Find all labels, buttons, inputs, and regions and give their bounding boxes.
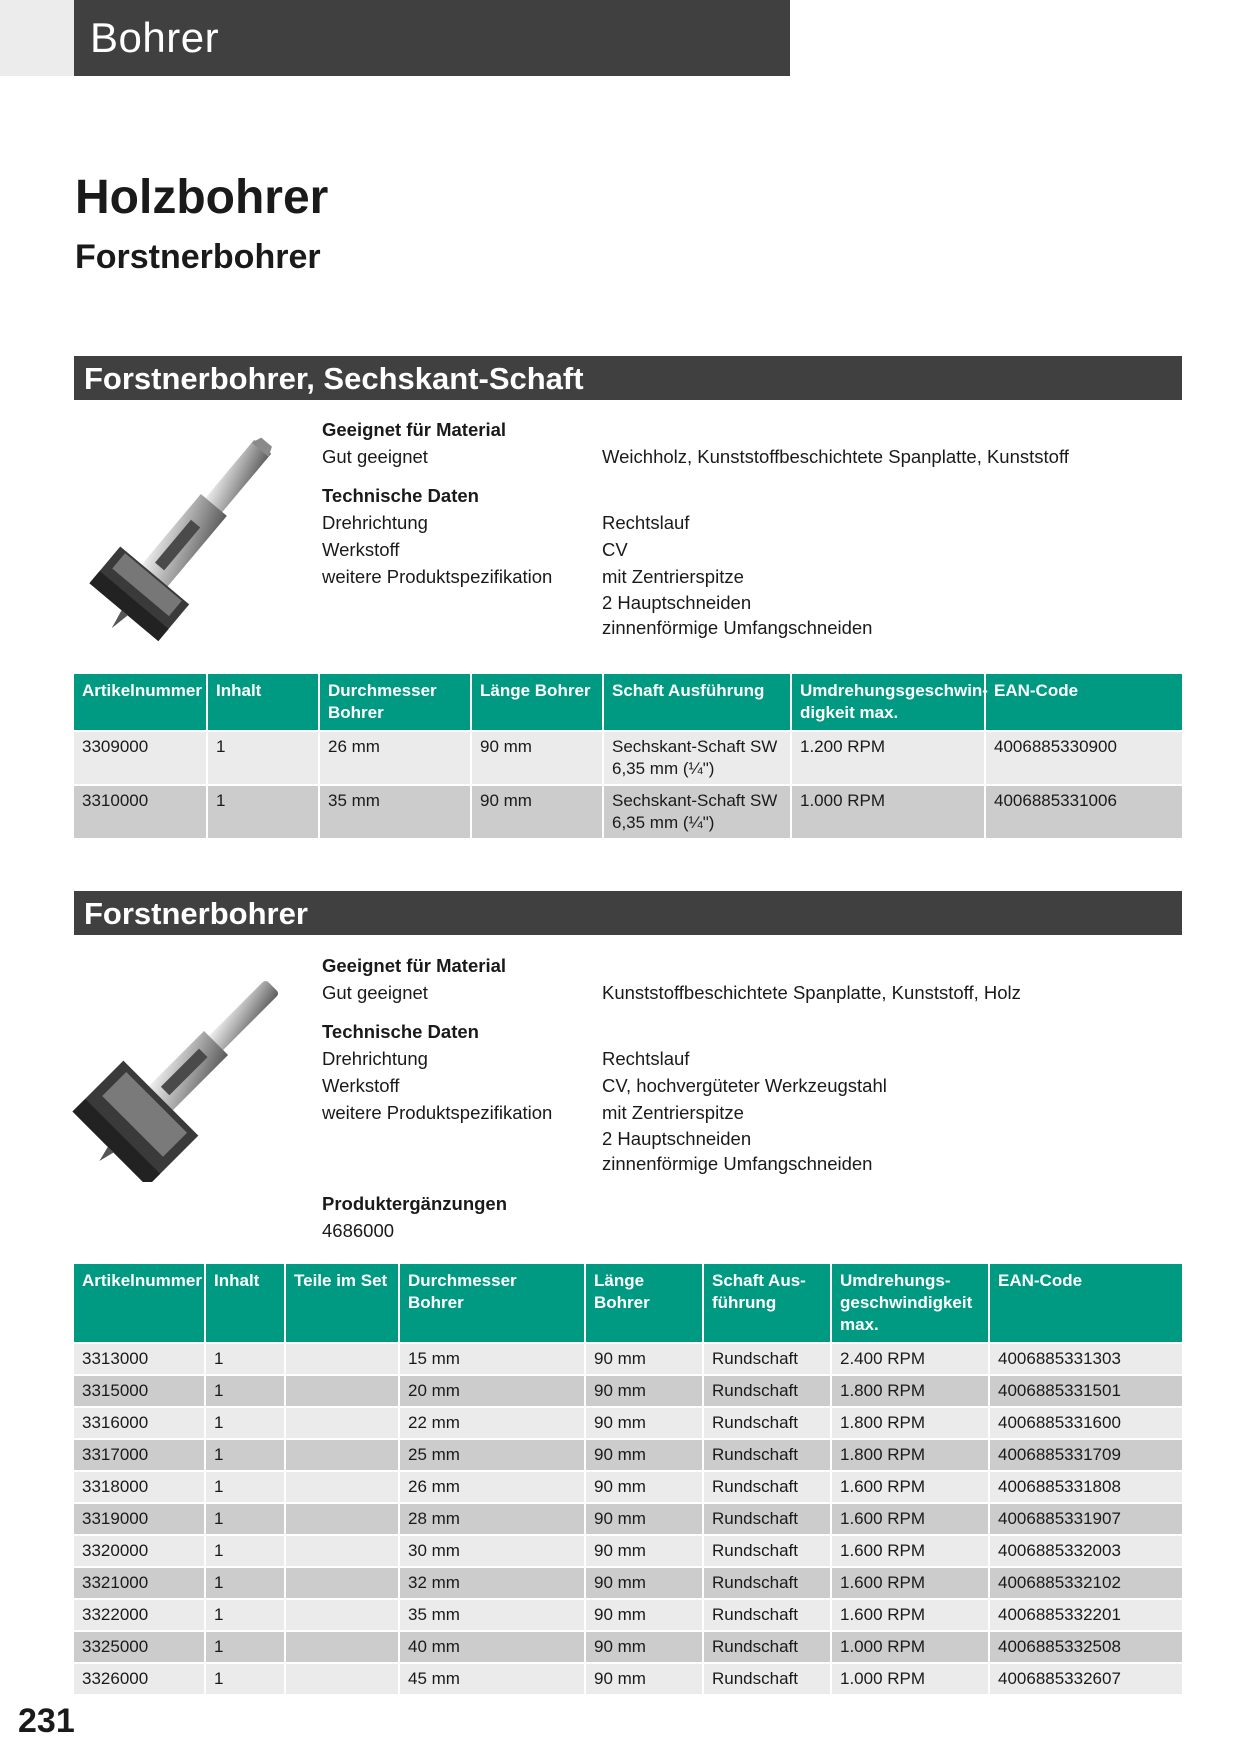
table-cell: 3309000 <box>74 731 207 785</box>
table-cell: 35 mm <box>319 785 471 838</box>
table-row <box>74 731 1182 785</box>
table-cell: 3319000 <box>74 1503 205 1535</box>
table-header-row <box>74 674 1182 731</box>
table-cell: 22 mm <box>399 1407 585 1439</box>
table-cell: 28 mm <box>399 1503 585 1535</box>
table-cell: 1 <box>205 1375 285 1407</box>
column-header: Umdrehungs-geschwindigkeit max. <box>831 1264 989 1343</box>
material-row <box>322 443 1182 470</box>
tech-row <box>322 1045 1182 1072</box>
table-cell: 4006885331808 <box>989 1471 1182 1503</box>
table-cell: 3320000 <box>74 1535 205 1567</box>
table-cell: Rundschaft <box>703 1567 831 1599</box>
table-cell: 3322000 <box>74 1599 205 1631</box>
table-cell: Rundschaft <box>703 1439 831 1471</box>
table-cell: 3325000 <box>74 1631 205 1663</box>
table-cell: 32 mm <box>399 1567 585 1599</box>
tech-key: weitere Produktspezifikation <box>322 1102 553 1123</box>
column-header: Schaft Ausführung <box>603 674 791 731</box>
table-cell: Rundschaft <box>703 1599 831 1631</box>
tech-row <box>322 1072 1182 1099</box>
table-cell <box>285 1663 399 1694</box>
tech-value: CV, hochvergüteter Werkzeugstahl <box>602 1075 887 1096</box>
table-cell: 3316000 <box>74 1407 205 1439</box>
table-cell: Rundschaft <box>703 1407 831 1439</box>
tech-value: 2 Hauptschneiden <box>602 1128 752 1149</box>
table-cell: 1 <box>205 1343 285 1375</box>
tech-row <box>322 536 1182 563</box>
tech-row <box>322 590 1182 615</box>
tech-key: weitere Produktspezifikation <box>322 566 553 587</box>
tech-heading: Technische Daten <box>322 485 479 506</box>
table-cell: 1.600 RPM <box>831 1503 989 1535</box>
table-cell: 1.800 RPM <box>831 1439 989 1471</box>
table-cell: 1.000 RPM <box>831 1663 989 1694</box>
table-cell: 1 <box>205 1439 285 1471</box>
table-cell: 1.800 RPM <box>831 1375 989 1407</box>
column-header: Teile im Set <box>285 1264 399 1343</box>
tech-value: CV <box>602 539 628 560</box>
table-cell: 4006885331709 <box>989 1439 1182 1471</box>
material-heading: Geeignet für Material <box>322 955 507 976</box>
column-header: Länge Bohrer <box>471 674 603 731</box>
tech-key: Drehrichtung <box>322 1048 428 1069</box>
tech-value: zinnenförmige Umfangschneiden <box>602 617 873 638</box>
table-cell: 30 mm <box>399 1535 585 1567</box>
column-header: Inhalt <box>205 1264 285 1343</box>
tech-key <box>322 1126 602 1151</box>
category-banner <box>74 0 790 76</box>
table-cell: 90 mm <box>585 1631 703 1663</box>
table-cell: 4006885332607 <box>989 1663 1182 1694</box>
tech-row <box>322 1151 1182 1176</box>
table-header-row <box>74 1264 1182 1343</box>
table-cell: 3313000 <box>74 1343 205 1375</box>
table-cell <box>285 1439 399 1471</box>
column-header: Schaft Aus-führung <box>703 1264 831 1343</box>
table-cell: 90 mm <box>585 1599 703 1631</box>
material-row <box>322 979 1182 1006</box>
section-title-2: Forstnerbohrer <box>84 896 308 931</box>
table-cell: 15 mm <box>399 1343 585 1375</box>
table-cell: 1.600 RPM <box>831 1471 989 1503</box>
tech-row <box>322 1126 1182 1151</box>
table-cell <box>285 1471 399 1503</box>
table-cell: Rundschaft <box>703 1663 831 1694</box>
table-cell: 90 mm <box>585 1471 703 1503</box>
table-cell: 90 mm <box>585 1535 703 1567</box>
table-cell: 25 mm <box>399 1439 585 1471</box>
table-cell <box>285 1535 399 1567</box>
table-row <box>74 1375 1182 1407</box>
column-header: Inhalt <box>207 674 319 731</box>
product-table-1 <box>74 674 1182 838</box>
table-row <box>74 1503 1182 1535</box>
table-cell: Rundschaft <box>703 1375 831 1407</box>
material-value: Weichholz, Kunststoffbeschichtete Spanplatte, Kunststoff <box>602 446 1069 467</box>
material-key: Gut geeignet <box>322 446 428 467</box>
column-header: EAN-Code <box>985 674 1182 731</box>
tech-value: mit Zentrierspitze <box>602 566 744 587</box>
tech-key <box>322 1151 602 1176</box>
supplement-value: 4686000 <box>322 1220 395 1241</box>
tech-heading: Technische Daten <box>322 1021 479 1042</box>
section-title-1: Forstnerbohrer, Sechskant-Schaft <box>84 361 584 396</box>
table-cell: 4006885332201 <box>989 1599 1182 1631</box>
table-cell: 4006885331006 <box>985 785 1182 838</box>
page-subtitle: Forstnerbohrer <box>75 238 321 276</box>
table-cell: 1.600 RPM <box>831 1599 989 1631</box>
table-cell: 4006885331600 <box>989 1407 1182 1439</box>
table-cell: 1.800 RPM <box>831 1407 989 1439</box>
table-cell: 90 mm <box>585 1663 703 1694</box>
material-value: Kunststoffbeschichtete Spanplatte, Kunststoff, Holz <box>602 982 1021 1003</box>
tech-row <box>322 615 1182 640</box>
table-cell: 4006885332003 <box>989 1535 1182 1567</box>
table-cell: 1 <box>205 1631 285 1663</box>
column-header: Artikelnummer <box>74 1264 205 1343</box>
table-cell <box>285 1567 399 1599</box>
table-cell: Rundschaft <box>703 1631 831 1663</box>
table-cell <box>285 1631 399 1663</box>
table-cell: 90 mm <box>471 731 603 785</box>
table-cell: 1 <box>205 1407 285 1439</box>
table-cell: Rundschaft <box>703 1471 831 1503</box>
tech-value: 2 Hauptschneiden <box>602 592 752 613</box>
table-row <box>74 1599 1182 1631</box>
table-cell: Rundschaft <box>703 1343 831 1375</box>
table-cell: 26 mm <box>319 731 471 785</box>
column-header: EAN-Code <box>989 1264 1182 1343</box>
table-cell: 90 mm <box>585 1567 703 1599</box>
table-cell: 1.600 RPM <box>831 1567 989 1599</box>
table-cell <box>285 1407 399 1439</box>
table-cell: 1 <box>205 1567 285 1599</box>
table-cell: 90 mm <box>471 785 603 838</box>
supplement-heading: Produktergänzungen <box>322 1193 508 1214</box>
tech-value: mit Zentrierspitze <box>602 1102 744 1123</box>
table-cell: 4006885332508 <box>989 1631 1182 1663</box>
hex-shank-drill-image <box>72 416 312 646</box>
table-cell: 90 mm <box>585 1503 703 1535</box>
column-header: Durchmesser Bohrer <box>399 1264 585 1343</box>
table-cell: 45 mm <box>399 1663 585 1694</box>
spec-block-1 <box>322 416 1182 640</box>
table-cell: 1 <box>207 785 319 838</box>
table-cell: Rundschaft <box>703 1535 831 1567</box>
table-cell: 1.200 RPM <box>791 731 985 785</box>
table-row <box>74 1407 1182 1439</box>
category-title: Bohrer <box>90 14 220 61</box>
table-cell: 26 mm <box>399 1471 585 1503</box>
material-key: Gut geeignet <box>322 982 428 1003</box>
corner-tab <box>0 0 74 76</box>
table-row <box>74 1439 1182 1471</box>
table-row <box>74 1631 1182 1663</box>
table-cell: 3321000 <box>74 1567 205 1599</box>
section-header-2 <box>74 891 1182 935</box>
round-shank-drill-image <box>72 952 312 1182</box>
table-cell: 90 mm <box>585 1343 703 1375</box>
tech-key: Drehrichtung <box>322 512 428 533</box>
table-row <box>74 1663 1182 1694</box>
tech-value: Rechtslauf <box>602 512 690 533</box>
column-header: Umdrehungsgeschwin-digkeit max. <box>791 674 985 731</box>
table-cell: 1.000 RPM <box>791 785 985 838</box>
table-row <box>74 1535 1182 1567</box>
table-cell: 90 mm <box>585 1407 703 1439</box>
table-cell: 1.000 RPM <box>831 1631 989 1663</box>
table-row <box>74 1567 1182 1599</box>
table-cell: 90 mm <box>585 1375 703 1407</box>
table-cell: 3326000 <box>74 1663 205 1694</box>
material-heading: Geeignet für Material <box>322 419 507 440</box>
tech-key: Werkstoff <box>322 539 400 560</box>
tech-value: Rechtslauf <box>602 1048 690 1069</box>
column-header: Durchmesser Bohrer <box>319 674 471 731</box>
table-cell: 3315000 <box>74 1375 205 1407</box>
table-cell: 35 mm <box>399 1599 585 1631</box>
table-row <box>74 785 1182 838</box>
spec-block-2 <box>322 952 1182 1244</box>
table-cell <box>285 1503 399 1535</box>
table-cell: 40 mm <box>399 1631 585 1663</box>
column-header: Artikelnummer <box>74 674 207 731</box>
table-cell: 1.600 RPM <box>831 1535 989 1567</box>
table-row <box>74 1471 1182 1503</box>
table-cell: Sechskant-Schaft SW 6,35 mm (¼") <box>603 731 791 785</box>
table-cell: 1 <box>205 1503 285 1535</box>
page-number: 231 <box>18 1702 75 1740</box>
table-cell: 1 <box>205 1535 285 1567</box>
table-cell <box>285 1599 399 1631</box>
table-cell: 4006885330900 <box>985 731 1182 785</box>
tech-key <box>322 615 602 640</box>
tech-row <box>322 509 1182 536</box>
tech-value: zinnenförmige Umfangschneiden <box>602 1153 873 1174</box>
table-cell: Rundschaft <box>703 1503 831 1535</box>
tech-row <box>322 563 1182 590</box>
section-header-1 <box>74 356 1182 400</box>
column-header: Länge Bohrer <box>585 1264 703 1343</box>
table-row <box>74 1343 1182 1375</box>
table-cell: 1 <box>205 1599 285 1631</box>
tech-key <box>322 590 602 615</box>
table-cell: 4006885331907 <box>989 1503 1182 1535</box>
table-cell: 20 mm <box>399 1375 585 1407</box>
table-cell: 3317000 <box>74 1439 205 1471</box>
table-cell: 4006885331501 <box>989 1375 1182 1407</box>
table-cell: 4006885331303 <box>989 1343 1182 1375</box>
table-cell: Sechskant-Schaft SW 6,35 mm (¼") <box>603 785 791 838</box>
page-title: Holzbohrer <box>75 171 329 224</box>
table-cell: 3318000 <box>74 1471 205 1503</box>
table-cell: 1 <box>205 1663 285 1694</box>
tech-key: Werkstoff <box>322 1075 400 1096</box>
table-cell <box>285 1375 399 1407</box>
table-cell: 4006885332102 <box>989 1567 1182 1599</box>
table-cell: 3310000 <box>74 785 207 838</box>
table-cell: 1 <box>205 1471 285 1503</box>
table-cell: 90 mm <box>585 1439 703 1471</box>
product-table-2 <box>74 1264 1182 1694</box>
table-cell <box>285 1343 399 1375</box>
tech-row <box>322 1099 1182 1126</box>
table-cell: 2.400 RPM <box>831 1343 989 1375</box>
table-cell: 1 <box>207 731 319 785</box>
